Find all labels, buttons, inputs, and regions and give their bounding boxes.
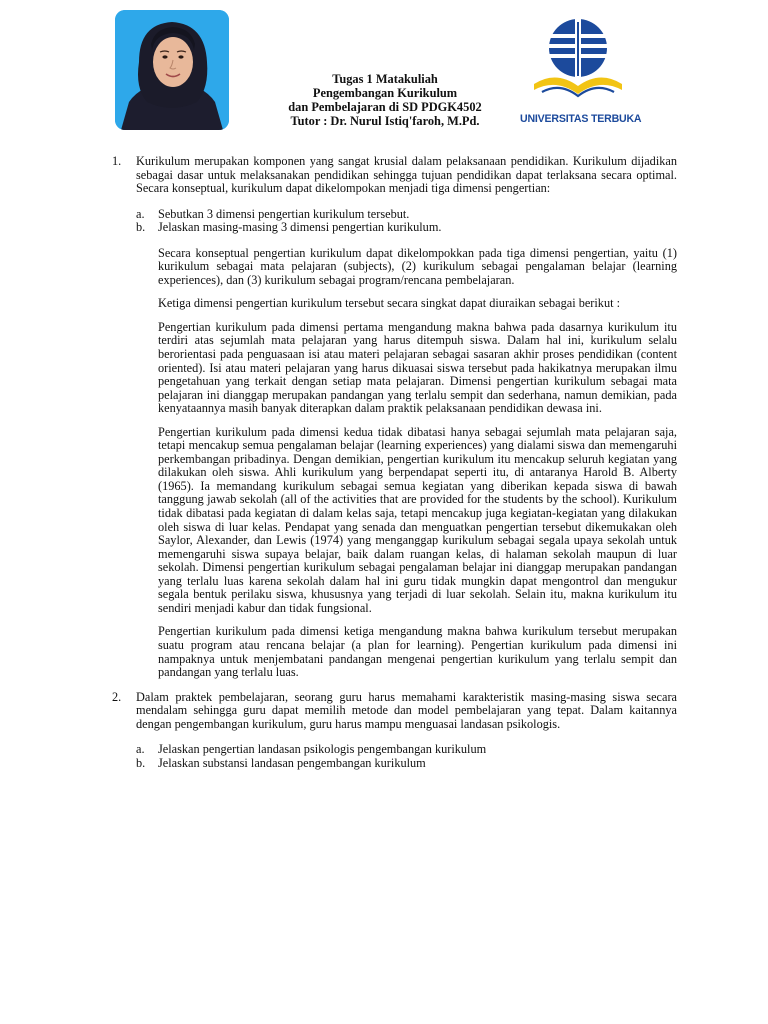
sub-question-letter: a. bbox=[136, 206, 145, 221]
question-2 bbox=[112, 691, 677, 771]
question-text: Dalam praktek pembelajaran, seorang guru harus memahami karakteristik masing-masing siswa secara mendalam sehingga guru dapat memilih metode dan model pembelajaran yang tepat. Dalam kaitannya dengan pengembangan kurikulum, guru harus mampu menguasai landasan psikologis. bbox=[136, 689, 677, 731]
sub-question bbox=[136, 221, 677, 235]
question-number: 2. bbox=[112, 689, 122, 704]
sub-question-list bbox=[136, 743, 677, 770]
sub-question-text: Jelaskan substansi landasan pengembangan kurikulum bbox=[158, 755, 426, 770]
header-line-4: Tutor : Dr. Nurul Istiq'faroh, M.Pd. bbox=[290, 114, 480, 128]
answer-paragraph: Ketiga dimensi pengertian kurikulum tersebut secara singkat dapat diuraikan sebagai berikut : bbox=[158, 296, 621, 311]
sub-question-text: Sebutkan 3 dimensi pengertian kurikulum tersebut. bbox=[158, 206, 410, 221]
logo-emblem bbox=[520, 12, 638, 112]
question-number: 1. bbox=[112, 154, 122, 168]
answer-paragraph: Pengertian kurikulum pada dimensi kedua tidak dibatasi hanya sebagai sejumlah mata pelajaran saja, tetapi mencakup semua pengalaman belajar (learning experiences) yang dialami siswa dan memengaruhi perkembangan pribadinya. Dengan demikian, pengertian kurikulum itu mencakup seluruh kegiatan yang dilakukan oleh siswa. Ahli kurikulum yang berpendapat seperti itu, di antaranya Harold B. Alberty (1965). Ia memandang kurikulum sebagai semua kegiatan yang diberikan kepada siswa di bawah tanggung jawab sekolah (all of the activities that are provided for the students by the school). Kurikulum tidak dibatasi pada kegiatan di dalam kelas saja, tetapi mencakup juga kegiatan-kegiatan yang dilakukan oleh siswa di luar kelas. Pendapat yang senada dan menguatkan pengertian tersebut dikemukakan oleh Saylor, Alexander, dan Lewis (1974) yang menganggap kurikulum sebagai segala upaya sekolah untuk memengaruhi siswa supaya belajar, baik dalam ruangan kelas, di halaman sekolah maupun di luar sekolah. Dimensi pengertian kurikulum sebagai pengalaman belajar ini dianggap merupakan pandangan yang terlalu luas karena sekolah dalam hal ini guru tidak mungkin dapat mengontrol dan mengukur segala bentuk perilaku siswa, khususnya yang terjadi di luar sekolah. Selain itu, makna kurikulum itu sendiri menjadi kabur dan tidak fungsional. bbox=[158, 424, 677, 615]
answer-paragraph: Pengertian kurikulum pada dimensi pertama mengandung makna bahwa pada dasarnya kurikulum itu terdiri atas sejumlah mata pelajaran yang harus ditempuh siswa. Dalam hal ini, kurikulum selalu berorientasi pada penguasaan isi atau materi pelajaran sebagai sasaran akhir proses pendidikan (content oriented). Isi atau materi pelajaran yang harus dikuasai siswa tersebut pada hakikatnya merupakan ilmu pengetahuan yang terkait dengan setiap mata pelajaran. Dimensi pengertian kurikulum sebagai mata pelajaran ini dianggap merupakan pandangan yang terlalu sempit dan sederhana, namun demikian, pada kenyataannya masih banyak diterapkan dalam praktik pelaksanaan pendidikan dewasa ini. bbox=[158, 319, 677, 416]
universitas-terbuka-logo bbox=[520, 12, 642, 130]
sub-question-list bbox=[136, 208, 677, 235]
sub-question bbox=[136, 743, 677, 757]
sub-question bbox=[136, 757, 677, 771]
sub-question-text: Jelaskan pengertian landasan psikologis pengembangan kurikulum bbox=[158, 742, 487, 757]
sub-question bbox=[136, 208, 677, 222]
header-line-2: Pengembangan Kurikulum bbox=[312, 86, 458, 100]
answer-block bbox=[158, 247, 677, 680]
answer-paragraph: Secara konseptual pengertian kurikulum dapat dikelompokkan pada tiga dimensi pengertian, yaitu (1) kurikulum sebagai mata pelajaran (subjects), (2) kurikulum sebagai pengalaman belajar (learning experiences), dan (3) kurikulum sebagai program/rencana pembelajaran. bbox=[158, 245, 677, 287]
sub-question-text: Jelaskan masing-masing 3 dimensi pengertian kurikulum. bbox=[158, 220, 442, 235]
assignment-content bbox=[112, 155, 677, 770]
student-photo bbox=[115, 10, 229, 130]
question-1 bbox=[112, 155, 677, 680]
sub-question-letter: a. bbox=[136, 742, 145, 757]
question-text: Kurikulum merupakan komponen yang sangat krusial dalam pelaksanaan pendidikan. Kurikulum dijadikan sebagai dasar untuk melaksanakan pendidikan sehingga tujuan pendidikan dapat terlaksana secara optimal. Secara konseptual, kurikulum dapat dikelompokan menjadi tiga dimensi pengertian: bbox=[136, 154, 677, 196]
student-portrait-illustration bbox=[115, 10, 229, 130]
sub-question-letter: b. bbox=[136, 755, 146, 770]
answer-paragraph: Pengertian kurikulum pada dimensi ketiga mengandung makna bahwa kurikulum tersebut merupakan suatu program atau rencana belajar (a plan for learning). Pengertian kurikulum pada dimensi ini nampaknya untuk menjembatani pandangan mengenai pengertian kurikulum yang terlalu sempit dan pandangan yang terlalu luas. bbox=[158, 624, 677, 680]
header-line-1: Tugas 1 Matakuliah bbox=[332, 72, 438, 86]
sub-question-letter: b. bbox=[136, 220, 146, 235]
assignment-header bbox=[250, 72, 520, 128]
logo-text: UNIVERSITAS TERBUKA bbox=[520, 113, 642, 125]
header-line-3: dan Pembelajaran di SD PDGK4502 bbox=[288, 100, 482, 114]
